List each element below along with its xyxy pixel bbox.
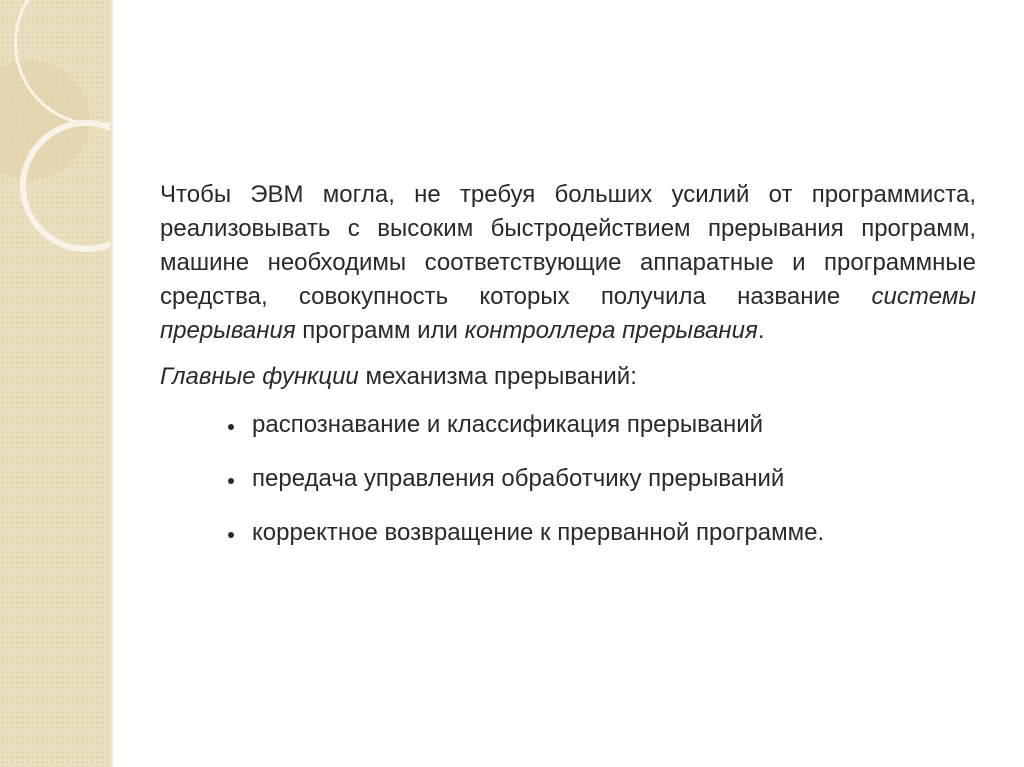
text: программ или	[295, 317, 465, 344]
bullet-icon	[228, 424, 234, 430]
text: .	[757, 317, 765, 344]
list-item	[160, 408, 976, 442]
list-item-text: передача управления обработчику прерываний	[252, 465, 785, 492]
bullet-icon	[228, 532, 234, 538]
term-interrupt-system: системы прерывания	[160, 283, 976, 344]
list-item-text: распознавание и классификация прерываний	[252, 411, 764, 438]
decorative-sidebar	[0, 0, 110, 767]
intro-paragraph	[160, 178, 976, 348]
functions-heading	[160, 360, 976, 394]
list-item	[160, 516, 976, 550]
text: механизма прерываний:	[358, 363, 637, 390]
functions-list	[160, 408, 976, 550]
term-main-functions: Главные функции	[160, 363, 359, 390]
slide-content	[160, 178, 976, 570]
bullet-icon	[228, 478, 234, 484]
list-item-text: корректное возвращение к прерванной программе.	[252, 519, 825, 546]
sidebar-edge	[110, 0, 113, 767]
term-interrupt-controller: контроллера прерывания	[464, 317, 758, 344]
text: Чтобы ЭВМ могла, не требуя больших усилий от программиста, реализовывать с высоким быстродействием прерывания программ, машине необходимы соответствующие аппаратные и программные средства, совокупность которых получила название	[160, 181, 976, 310]
list-item	[160, 462, 976, 496]
